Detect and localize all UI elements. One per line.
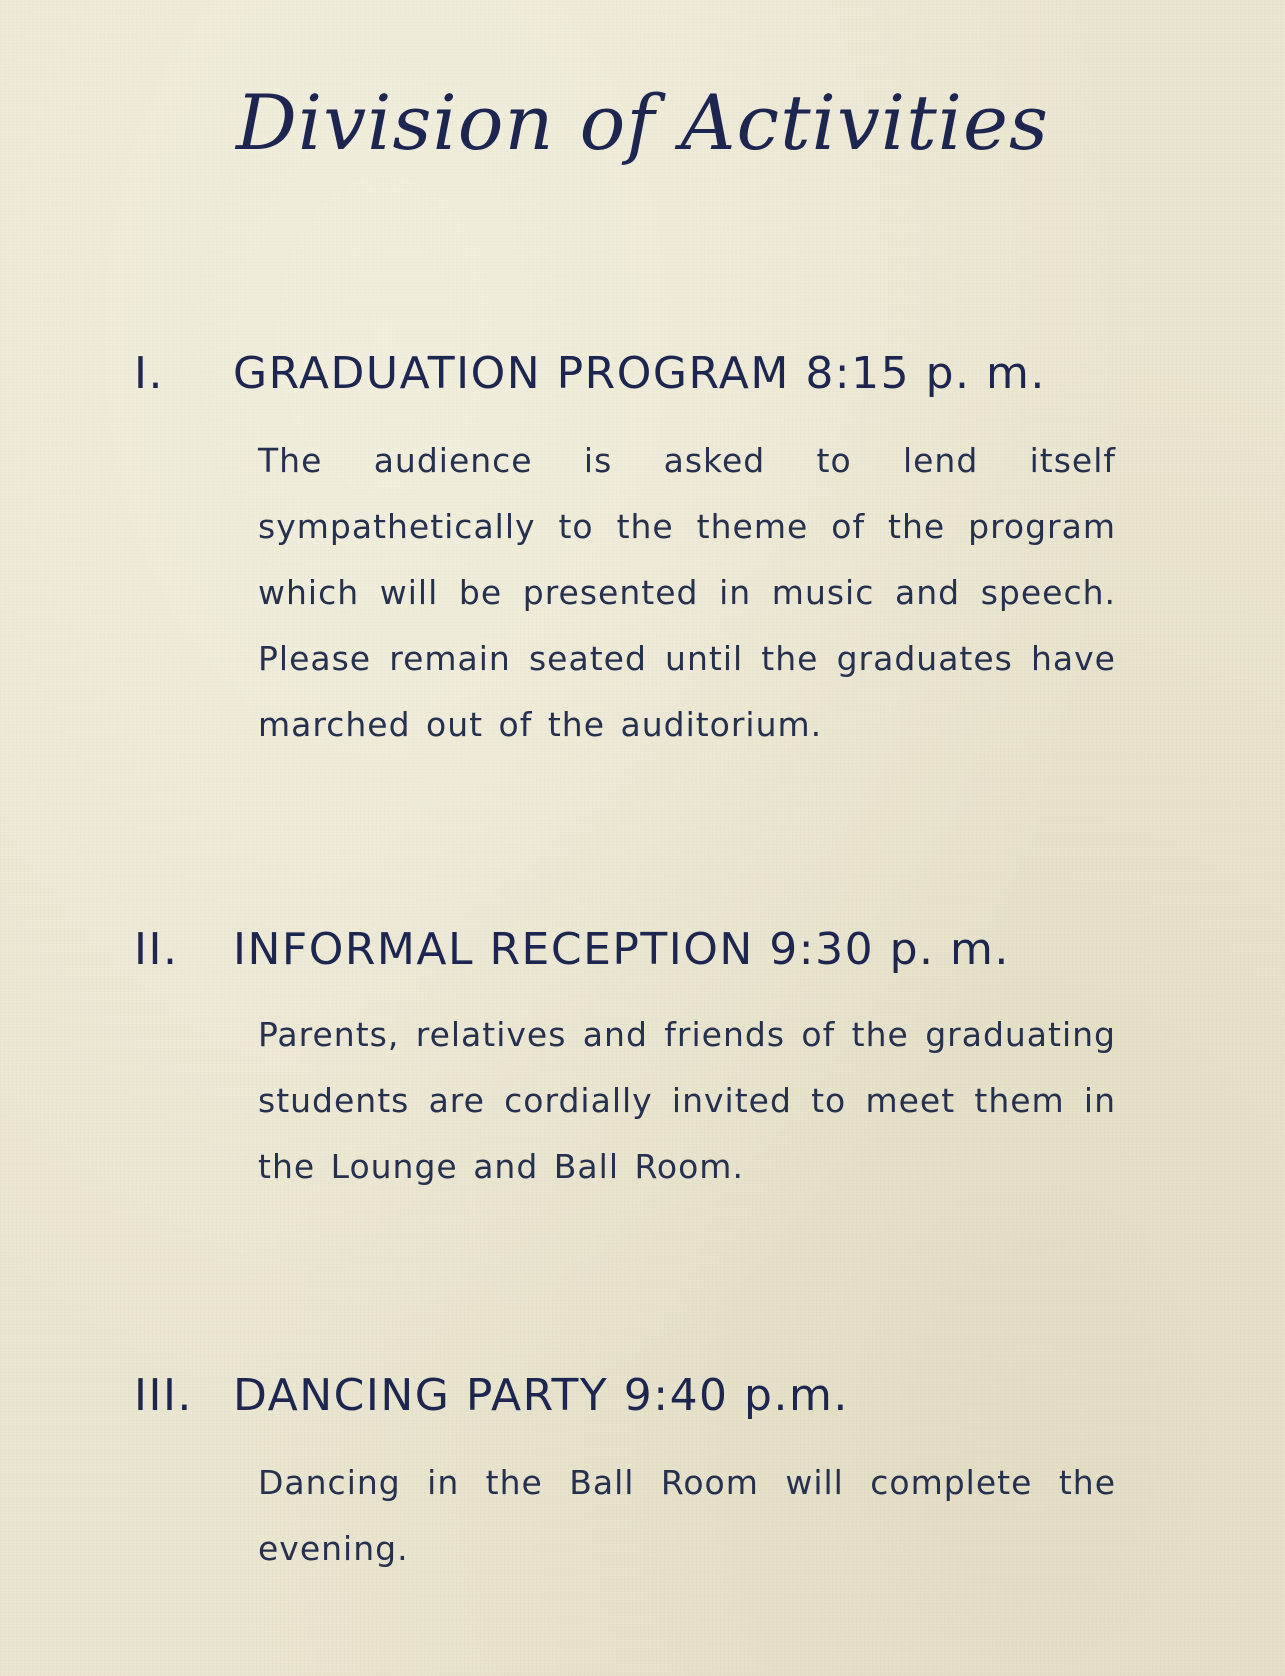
section-title: GRADUATION PROGRAM 8:15 p. m.: [233, 348, 1046, 399]
section-numeral: II.: [134, 924, 179, 975]
section-description: Parents, relatives and friends of the graduating students are cordially invited to meet them in the Lounge and Ball Room.: [258, 1015, 1116, 1186]
page-title: Division of Activities: [235, 78, 1050, 167]
section-description: The audience is asked to lend itself sympathetically to the theme of the program which will be presented in music and speech. Please remain seated until the graduates have marched out of the auditorium.: [258, 441, 1116, 744]
section-numeral: I.: [134, 348, 164, 399]
section-title: INFORMAL RECEPTION 9:30 p. m.: [233, 924, 1010, 975]
section-numeral: III.: [134, 1370, 193, 1421]
section-title: DANCING PARTY 9:40 p.m.: [233, 1370, 849, 1421]
section-description: Dancing in the Ball Room will complete the evening.: [258, 1463, 1116, 1568]
